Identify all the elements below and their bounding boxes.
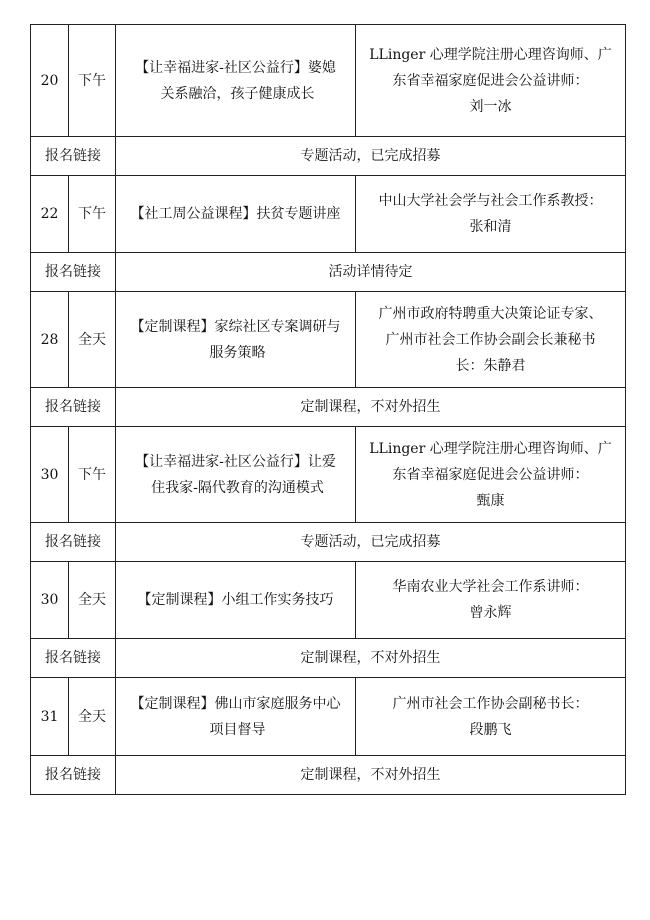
course-time: 全天 — [69, 562, 116, 639]
course-title-line: 【让幸福进家-社区公益行】婆媳 — [135, 59, 336, 76]
speaker-line: 广州市社会工作协会副秘书长： — [392, 695, 589, 712]
course-title — [116, 292, 356, 388]
signup-status-text: 专题活动，已完成招募 — [116, 523, 626, 562]
course-title-line: 【定制课程】小组工作实务技巧 — [137, 592, 334, 608]
signup-status-text: 专题活动，已完成招募 — [116, 137, 626, 176]
course-time: 全天 — [69, 678, 116, 756]
course-title-line: 【社工周公益课程】扶贫专题讲座 — [130, 206, 341, 222]
course-speaker — [356, 176, 626, 253]
speaker-line: 刘一冰 — [469, 98, 512, 115]
course-title-line: 【定制课程】家综社区专案调研与 — [130, 318, 341, 335]
schedule-body — [31, 25, 626, 795]
speaker-line: 段鹏飞 — [469, 721, 512, 738]
speaker-line: 广州市社会工作协会副会长兼秘书 — [385, 331, 596, 348]
signup-link-label: 报名链接 — [31, 639, 116, 678]
course-time: 下午 — [69, 176, 116, 253]
course-time: 下午 — [69, 427, 116, 523]
course-day: 22 — [31, 176, 69, 253]
course-row — [31, 427, 626, 523]
course-time: 下午 — [69, 25, 116, 137]
course-speaker — [356, 25, 626, 137]
signup-link-label: 报名链接 — [31, 756, 116, 795]
course-speaker — [356, 678, 626, 756]
course-row — [31, 25, 626, 137]
speaker-line: 长：朱静君 — [455, 357, 526, 374]
speaker-line: 张和清 — [469, 219, 512, 235]
speaker-line: LLinger 心理学院注册心理咨询师、广 — [369, 46, 612, 63]
speaker-line: 东省幸福家庭促进会公益讲师： — [392, 466, 589, 483]
course-day: 20 — [31, 25, 69, 137]
course-title-line: 关系融洽，孩子健康成长 — [160, 85, 315, 102]
course-day: 30 — [31, 427, 69, 523]
course-speaker — [356, 292, 626, 388]
course-day: 30 — [31, 562, 69, 639]
course-speaker — [356, 562, 626, 639]
schedule-table — [30, 24, 626, 795]
course-title — [116, 176, 356, 253]
signup-status-text: 定制课程，不对外招生 — [116, 388, 626, 427]
signup-link-row — [31, 523, 626, 562]
course-title — [116, 562, 356, 639]
course-title-line: 【定制课程】佛山市家庭服务中心 — [130, 695, 341, 712]
course-title-line: 住我家-隔代教育的沟通模式 — [151, 479, 324, 496]
speaker-line: 曾永辉 — [469, 605, 512, 621]
signup-status-text: 活动详情待定 — [116, 253, 626, 292]
signup-link-label: 报名链接 — [31, 388, 116, 427]
course-title-line: 【让幸福进家-社区公益行】让爱 — [135, 453, 336, 470]
course-day: 28 — [31, 292, 69, 388]
signup-link-row — [31, 388, 626, 427]
course-row — [31, 562, 626, 639]
course-time: 全天 — [69, 292, 116, 388]
course-title — [116, 678, 356, 756]
course-title-line: 服务策略 — [209, 344, 266, 361]
signup-link-row — [31, 137, 626, 176]
signup-link-row — [31, 639, 626, 678]
signup-link-label: 报名链接 — [31, 523, 116, 562]
speaker-line: 甄康 — [476, 492, 505, 509]
course-row — [31, 176, 626, 253]
signup-link-label: 报名链接 — [31, 137, 116, 176]
speaker-line: LLinger 心理学院注册心理咨询师、广 — [369, 440, 612, 457]
course-title — [116, 25, 356, 137]
signup-link-label: 报名链接 — [31, 253, 116, 292]
speaker-line: 广州市政府特聘重大决策论证专家、 — [378, 305, 603, 322]
course-day: 31 — [31, 678, 69, 756]
signup-link-row — [31, 253, 626, 292]
course-row — [31, 292, 626, 388]
speaker-line: 东省幸福家庭促进会公益讲师： — [392, 72, 589, 89]
course-title-line: 项目督导 — [209, 721, 266, 738]
signup-status-text: 定制课程，不对外招生 — [116, 756, 626, 795]
signup-status-text: 定制课程，不对外招生 — [116, 639, 626, 678]
course-row — [31, 678, 626, 756]
speaker-line: 华南农业大学社会工作系讲师： — [392, 579, 589, 595]
course-speaker — [356, 427, 626, 523]
speaker-line: 中山大学社会学与社会工作系教授： — [378, 193, 603, 209]
signup-link-row — [31, 756, 626, 795]
course-title — [116, 427, 356, 523]
